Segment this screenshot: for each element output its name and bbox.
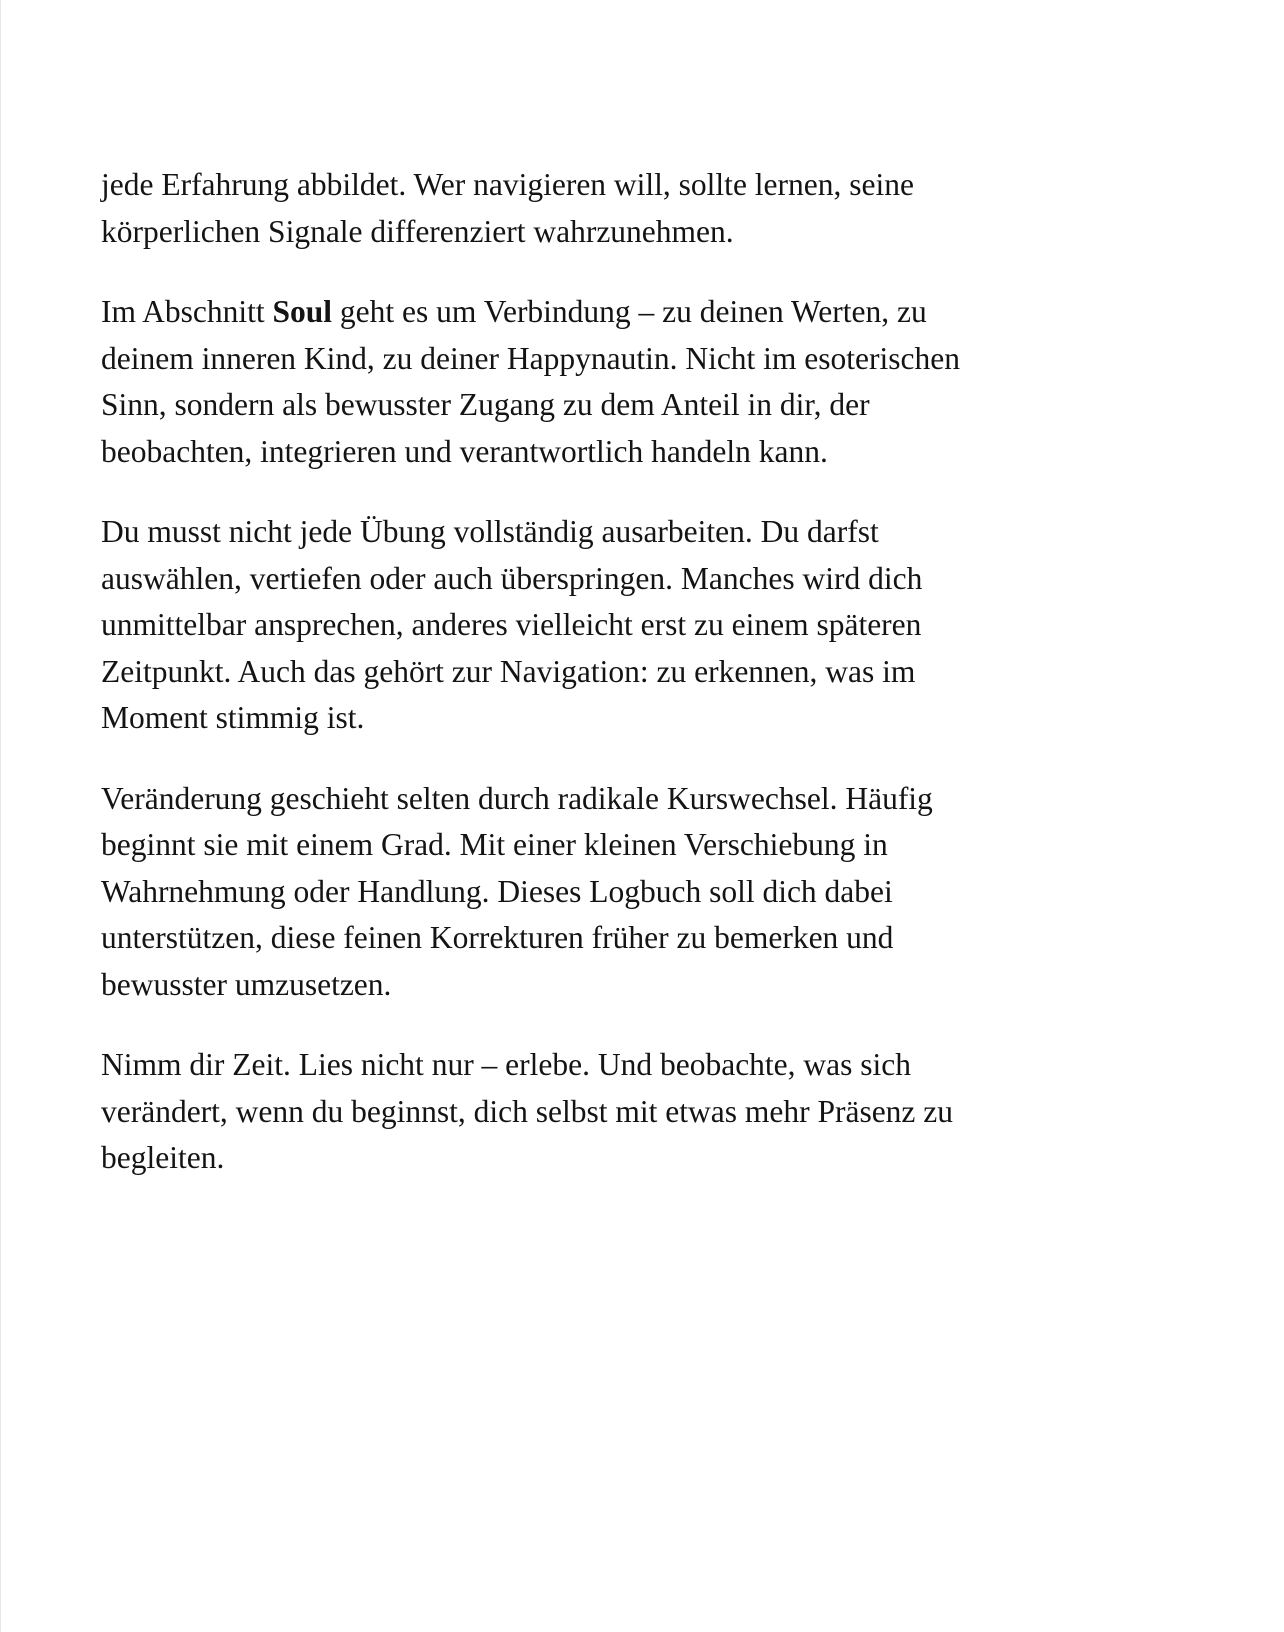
text-line: unmittelbar ansprechen, anderes vielleicht erst zu einem späteren	[101, 607, 922, 642]
text-line: jede Erfahrung abbildet. Wer navigieren will, sollte lernen, seine	[101, 167, 914, 202]
text-line: Veränderung geschieht selten durch radikale Kurswechsel. Häufig	[101, 780, 933, 816]
text-line: beobachten, integrieren und verantwortlich handeln kann.	[101, 433, 828, 469]
section-name-soul: Soul	[272, 294, 333, 329]
text-line: auswählen, vertiefen oder auch überspringen. Manches wird dich	[101, 560, 923, 596]
text-line: beginnt sie mit einem Grad. Mit einer kleinen Verschiebung in	[101, 827, 888, 862]
text-segment: Im Abschnitt	[101, 294, 273, 329]
text-line: Zeitpunkt. Auch das gehört zur Navigation: zu erkennen, was im	[101, 653, 916, 689]
paragraph-2	[101, 289, 1101, 475]
paragraph-4	[101, 776, 1101, 1009]
text-line	[101, 289, 1101, 336]
paragraph-5	[101, 1042, 1101, 1182]
text-line: Sinn, sondern als bewusster Zugang zu dem Anteil in dir, der	[101, 387, 870, 422]
text-line: verändert, wenn du beginnst, dich selbst mit etwas mehr Präsenz zu	[101, 1093, 954, 1129]
text-segment: geht es um Verbindung – zu deinen Werten, zu	[332, 294, 927, 329]
text-line: körperlichen Signale differenziert wahrzunehmen.	[101, 213, 734, 249]
text-line: bewusster umzusetzen.	[101, 966, 392, 1002]
text-column	[101, 162, 1101, 1216]
paragraph-1	[101, 162, 1101, 255]
text-line: Nimm dir Zeit. Lies nicht nur – erlebe. Und beobachte, was sich	[101, 1047, 912, 1082]
text-line: Wahrnehmung oder Handlung. Dieses Logbuch soll dich dabei	[101, 873, 893, 909]
text-line: Moment stimmig ist.	[101, 700, 365, 735]
paragraph-3	[101, 509, 1101, 742]
text-line: Du musst nicht jede Übung vollständig ausarbeiten. Du darfst	[101, 514, 879, 549]
text-line: unterstützen, diese feinen Korrekturen früher zu bemerken und	[101, 920, 894, 955]
text-line: begleiten.	[101, 1140, 225, 1175]
text-line: deinem inneren Kind, zu deiner Happynautin. Nicht im esoterischen	[101, 340, 960, 376]
